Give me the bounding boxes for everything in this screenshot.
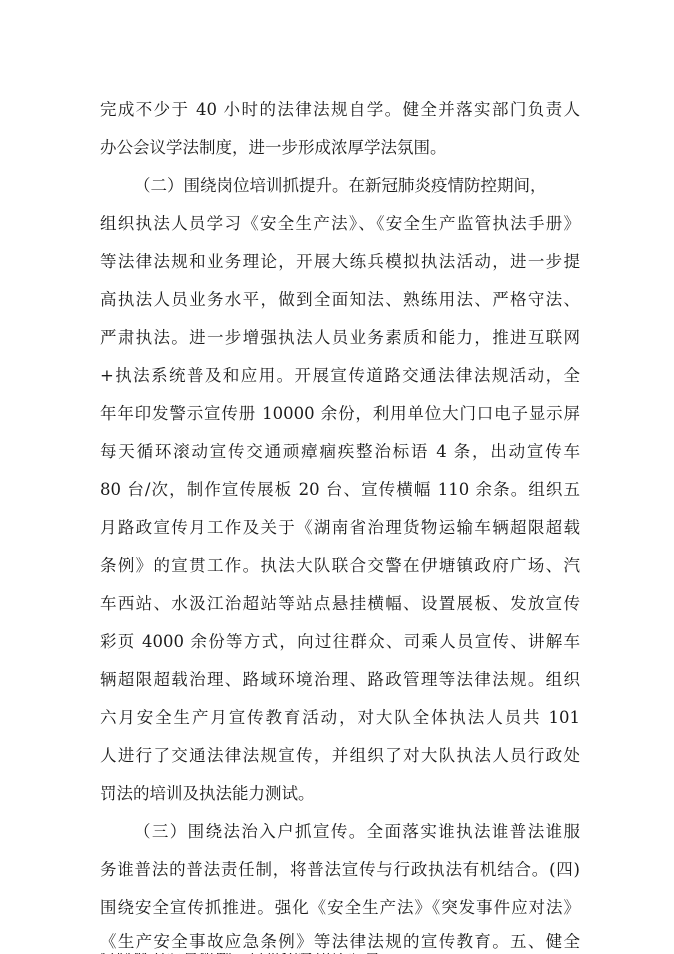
- paragraph-line: 每天循环滚动宣传交通顽瘴痼疾整治标语 4 条，出动宣传车: [100, 442, 580, 461]
- paragraph-line: 辆超限超载治理、路域环境治理、路政管理等法律法规。组织: [100, 670, 580, 689]
- paragraph-line: 80 台/次，制作宣传展板 20 台、宣传横幅 110 余条。组织五: [100, 480, 580, 499]
- paragraph-line: 年年印发警示宣传册 10000 余份，利用单位大门口电子显示屏: [100, 404, 580, 423]
- paragraph-line: 高执法人员业务水平，做到全面知法、熟练用法、严格守法、: [100, 290, 580, 309]
- paragraph-line: 严肃执法。进一步增强执法人员业务素质和能力，推进互联网: [100, 328, 580, 347]
- paragraph-line: 车西站、水汲江治超站等站点悬挂横幅、设置展板、发放宣传: [100, 594, 580, 613]
- paragraph-line: 六月安全生产月宣传教育活动，对大队全体执法人员共 101: [100, 708, 580, 727]
- paragraph-line: （二）围绕岗位培训抓提升。在新冠肺炎疫情防控期间，: [134, 176, 547, 195]
- paragraph-line: 罚法的培训及执法能力测试。: [100, 784, 315, 803]
- paragraph-line: 务谁普法的普法责任制，将普法宣传与行政执法有机结合。(四): [100, 860, 580, 879]
- paragraph-line: 条例》的宣贯工作。执法大队联合交警在伊塘镇政府广场、汽: [100, 556, 580, 575]
- paragraph-line: 彩页 4000 余份等方式，向过往群众、司乘人员宣传、讲解车: [100, 632, 580, 651]
- paragraph-line: 《生产安全事故应急条例》等法律法规的宣传教育。五、健全: [100, 932, 580, 951]
- paragraph-line: 办公会议学法制度，进一步形成浓厚学法氛围。: [100, 138, 447, 157]
- paragraph-line: 组织执法人员学习《安全生产法》、《安全生产监管执法手册》: [100, 214, 580, 233]
- paragraph-line: 围绕安全宣传抓推进。强化《安全生产法》《突发事件应对法》: [100, 898, 580, 917]
- paragraph-line: 月路政宣传月工作及关于《湖南省治理货物运输车辆超限超载: [100, 518, 580, 537]
- paragraph-line: （三）围绕法治入户抓宣传。全面落实谁执法谁普法谁服: [134, 822, 580, 841]
- paragraph-line: 等法律法规和业务理论，开展大练兵模拟执法活动，进一步提: [100, 252, 580, 271]
- paragraph-line: +执法系统普及和应用。开展宣传道路交通法律法规活动，全: [100, 366, 580, 385]
- paragraph-line: 完成不少于 40 小时的法律法规自学。健全并落实部门负责人: [100, 100, 580, 119]
- paragraph-line: 人进行了交通法律法规宣传，并组织了对大队执法人员行政处: [100, 746, 580, 765]
